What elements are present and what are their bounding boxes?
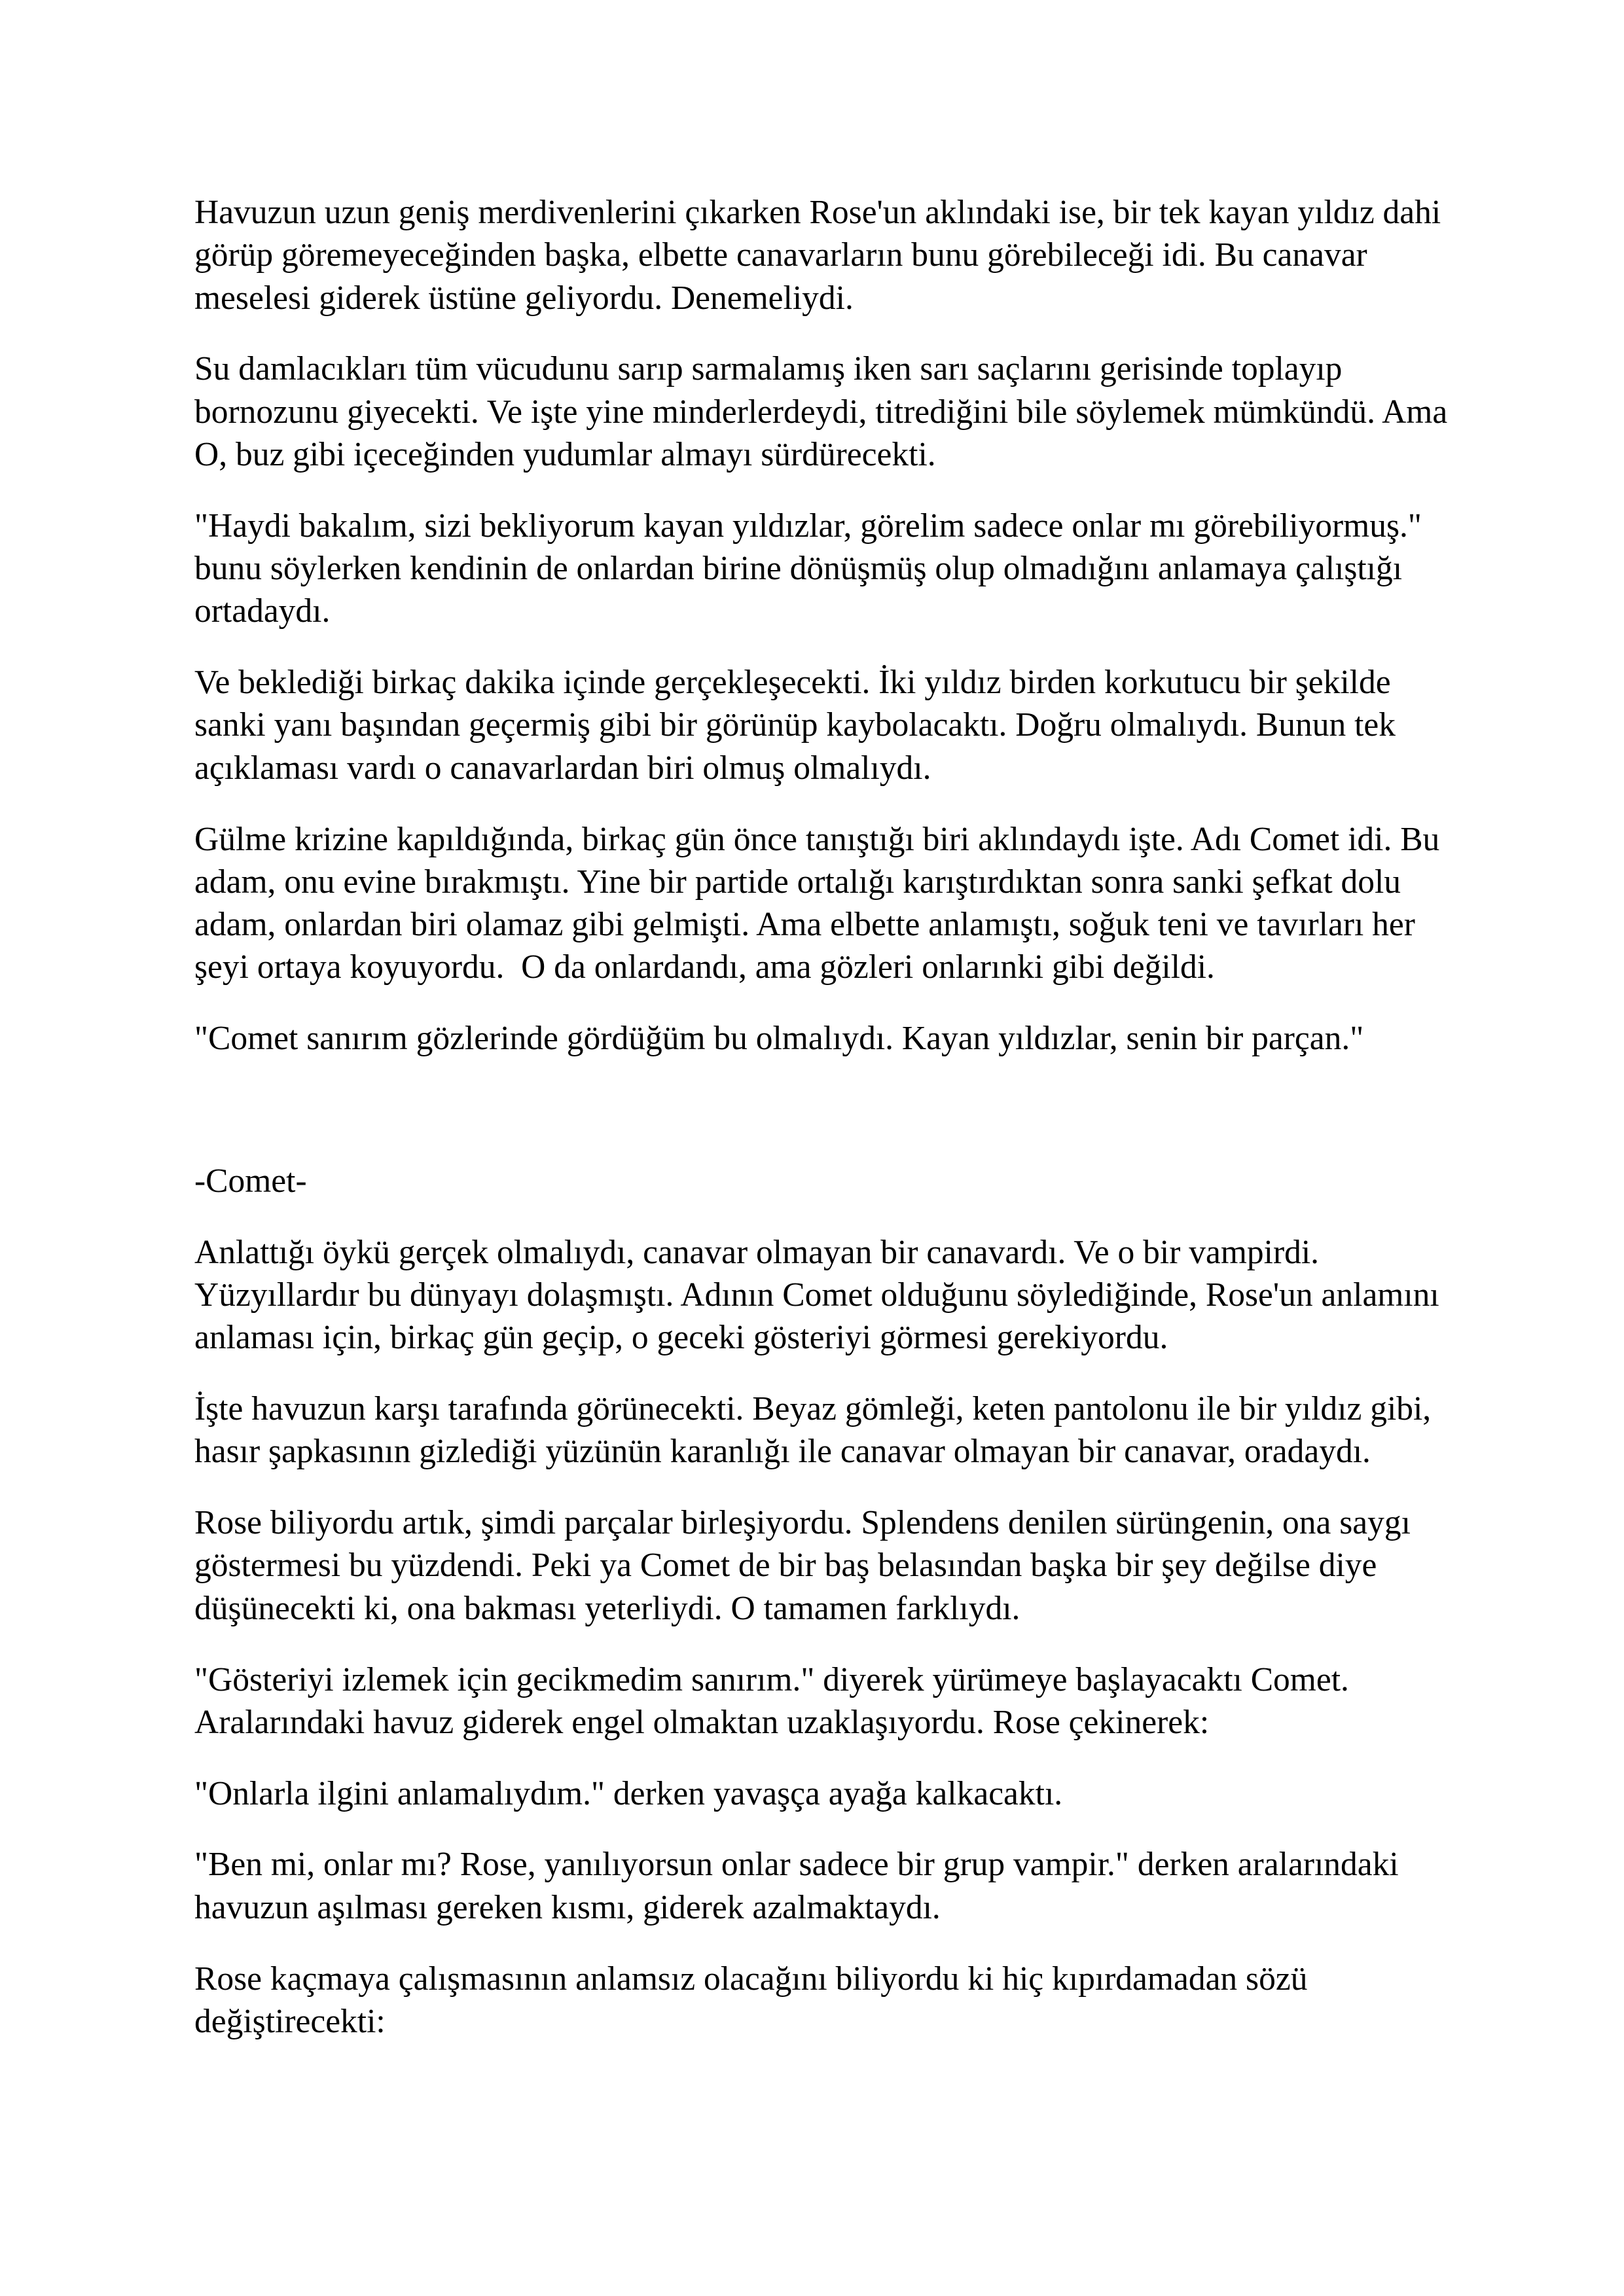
text-line: Rose biliyordu artık, şimdi parçalar birleşiyordu. Splendens denilen sürüngenin, ona saygı bbox=[194, 1504, 1411, 1542]
paragraph bbox=[194, 1958, 1504, 2043]
text-line: Su damlacıkları tüm vücudunu sarıp sarmalamış iken sarı saçlarını gerisinde toplayıp bbox=[194, 350, 1343, 388]
text-line: Havuzun uzun geniş merdivenlerini çıkarken Rose'un aklındaki ise, bir tek kayan yıldız dahi bbox=[194, 194, 1441, 231]
text-line: ortadaydı. bbox=[194, 592, 331, 630]
paragraph bbox=[194, 1501, 1504, 1630]
text-line: sanki yanı başından geçermiş gibi bir görünüp kaybolacaktı. Doğru olmalıydı. Bunun tek bbox=[194, 706, 1396, 744]
text-line: meselesi giderek üstüne geliyordu. Denemeliydi. bbox=[194, 279, 854, 317]
text-line: bunu söylerken kendinin de onlardan birine dönüşmüş olup olmadığını anlamaya çalıştığı bbox=[194, 550, 1403, 588]
text-line: "Onlarla ilgini anlamalıydım." derken yavaşça ayağa kalkacaktı. bbox=[194, 1774, 1063, 1812]
paragraph bbox=[194, 348, 1504, 476]
paragraph bbox=[194, 1843, 1504, 1929]
text-line: görüp göremeyeceğinden başka, elbette canavarların bunu görebileceği idi. Bu canavar bbox=[194, 236, 1367, 274]
text-line: "Haydi bakalım, sizi bekliyorum kayan yıldızlar, görelim sadece onlar mı görebiliyormuş." bbox=[194, 507, 1422, 545]
text-line: "Ben mi, onlar mı? Rose, yanılıyorsun onlar sadece bir grup vampir." derken aralarındaki bbox=[194, 1846, 1399, 1884]
paragraph bbox=[194, 505, 1504, 633]
text-line: havuzun aşılması gereken kısmı, giderek azalmaktaydı. bbox=[194, 1888, 941, 1926]
text-line: adam, onlardan biri olamaz gibi gelmişti. Ama elbette anlamıştı, soğuk teni ve tavırları her bbox=[194, 906, 1415, 944]
text-line: değiştirecekti: bbox=[194, 2002, 386, 2040]
text-line: adam, onu evine bırakmıştı. Yine bir partide ortalığı karıştırdıktan sonra sanki şefkat dolu bbox=[194, 863, 1401, 901]
text-line: bornozunu giyecekti. Ve işte yine minderlerdeydi, titrediğini bile söylemek mümkündü. Ama bbox=[194, 393, 1448, 431]
text-line: "Comet sanırım gözlerinde gördüğüm bu olmalıydı. Kayan yıldızlar, senin bir parçan." bbox=[194, 1020, 1364, 1058]
paragraph bbox=[194, 1772, 1504, 1815]
text-line: Yüzyıllardır bu dünyayı dolaşmıştı. Adının Comet olduğunu söylediğinde, Rose'un anlamını bbox=[194, 1276, 1439, 1314]
empty-paragraph bbox=[194, 1088, 1504, 1131]
text-line: anlaması için, birkaç gün geçip, o geceki gösteriyi görmesi gerekiyordu. bbox=[194, 1319, 1168, 1357]
text-line: düşünecekti ki, ona bakması yeterliydi. O tamamen farklıydı. bbox=[194, 1589, 1020, 1627]
document-body bbox=[194, 191, 1504, 2072]
text-line: Gülme krizine kapıldığında, birkaç gün önce tanıştığı biri aklındaydı işte. Adı Comet idi. Bu bbox=[194, 820, 1440, 858]
text-line: Ve beklediği birkaç dakika içinde gerçekleşecekti. İki yıldız birden korkutucu bir şekilde bbox=[194, 664, 1391, 702]
text-line: şeyi ortaya koyuyordu. O da onlardandı, ama gözleri onlarınki gibi değildi. bbox=[194, 948, 1215, 986]
section-heading-text: -Comet- bbox=[194, 1162, 307, 1200]
paragraph bbox=[194, 1231, 1504, 1359]
paragraph bbox=[194, 191, 1504, 319]
paragraph bbox=[194, 1017, 1504, 1060]
section-heading bbox=[194, 1160, 1504, 1202]
text-line: "Gösteriyi izlemek için gecikmedim sanırım." diyerek yürümeye başlayacaktı Comet. bbox=[194, 1660, 1349, 1698]
paragraph bbox=[194, 818, 1504, 989]
paragraph bbox=[194, 661, 1504, 789]
text-line: Anlattığı öykü gerçek olmalıydı, canavar olmayan bir canavardı. Ve o bir vampirdi. bbox=[194, 1233, 1320, 1271]
text-line: Rose kaçmaya çalışmasının anlamsız olacağını biliyordu ki hiç kıpırdamadan sözü bbox=[194, 1960, 1308, 1998]
text-line: göstermesi bu yüzdendi. Peki ya Comet de bir baş belasından başka bir şey değilse diye bbox=[194, 1547, 1377, 1585]
paragraph bbox=[194, 1388, 1504, 1473]
text-line: O, buz gibi içeceğinden yudumlar almayı sürdürecekti. bbox=[194, 435, 936, 473]
text-line: Aralarındaki havuz giderek engel olmaktan uzaklaşıyordu. Rose çekinerek: bbox=[194, 1703, 1210, 1741]
text-line: hasır şapkasının gizlediği yüzünün karanlığı ile canavar olmayan bir canavar, oradaydı. bbox=[194, 1433, 1371, 1471]
paragraph bbox=[194, 1659, 1504, 1744]
text-line: İşte havuzun karşı tarafında görünecekti. Beyaz gömleği, keten pantolonu ile bir yıldız gibi, bbox=[194, 1390, 1432, 1428]
text-line: açıklaması vardı o canavarlardan biri olmuş olmalıydı. bbox=[194, 749, 931, 787]
